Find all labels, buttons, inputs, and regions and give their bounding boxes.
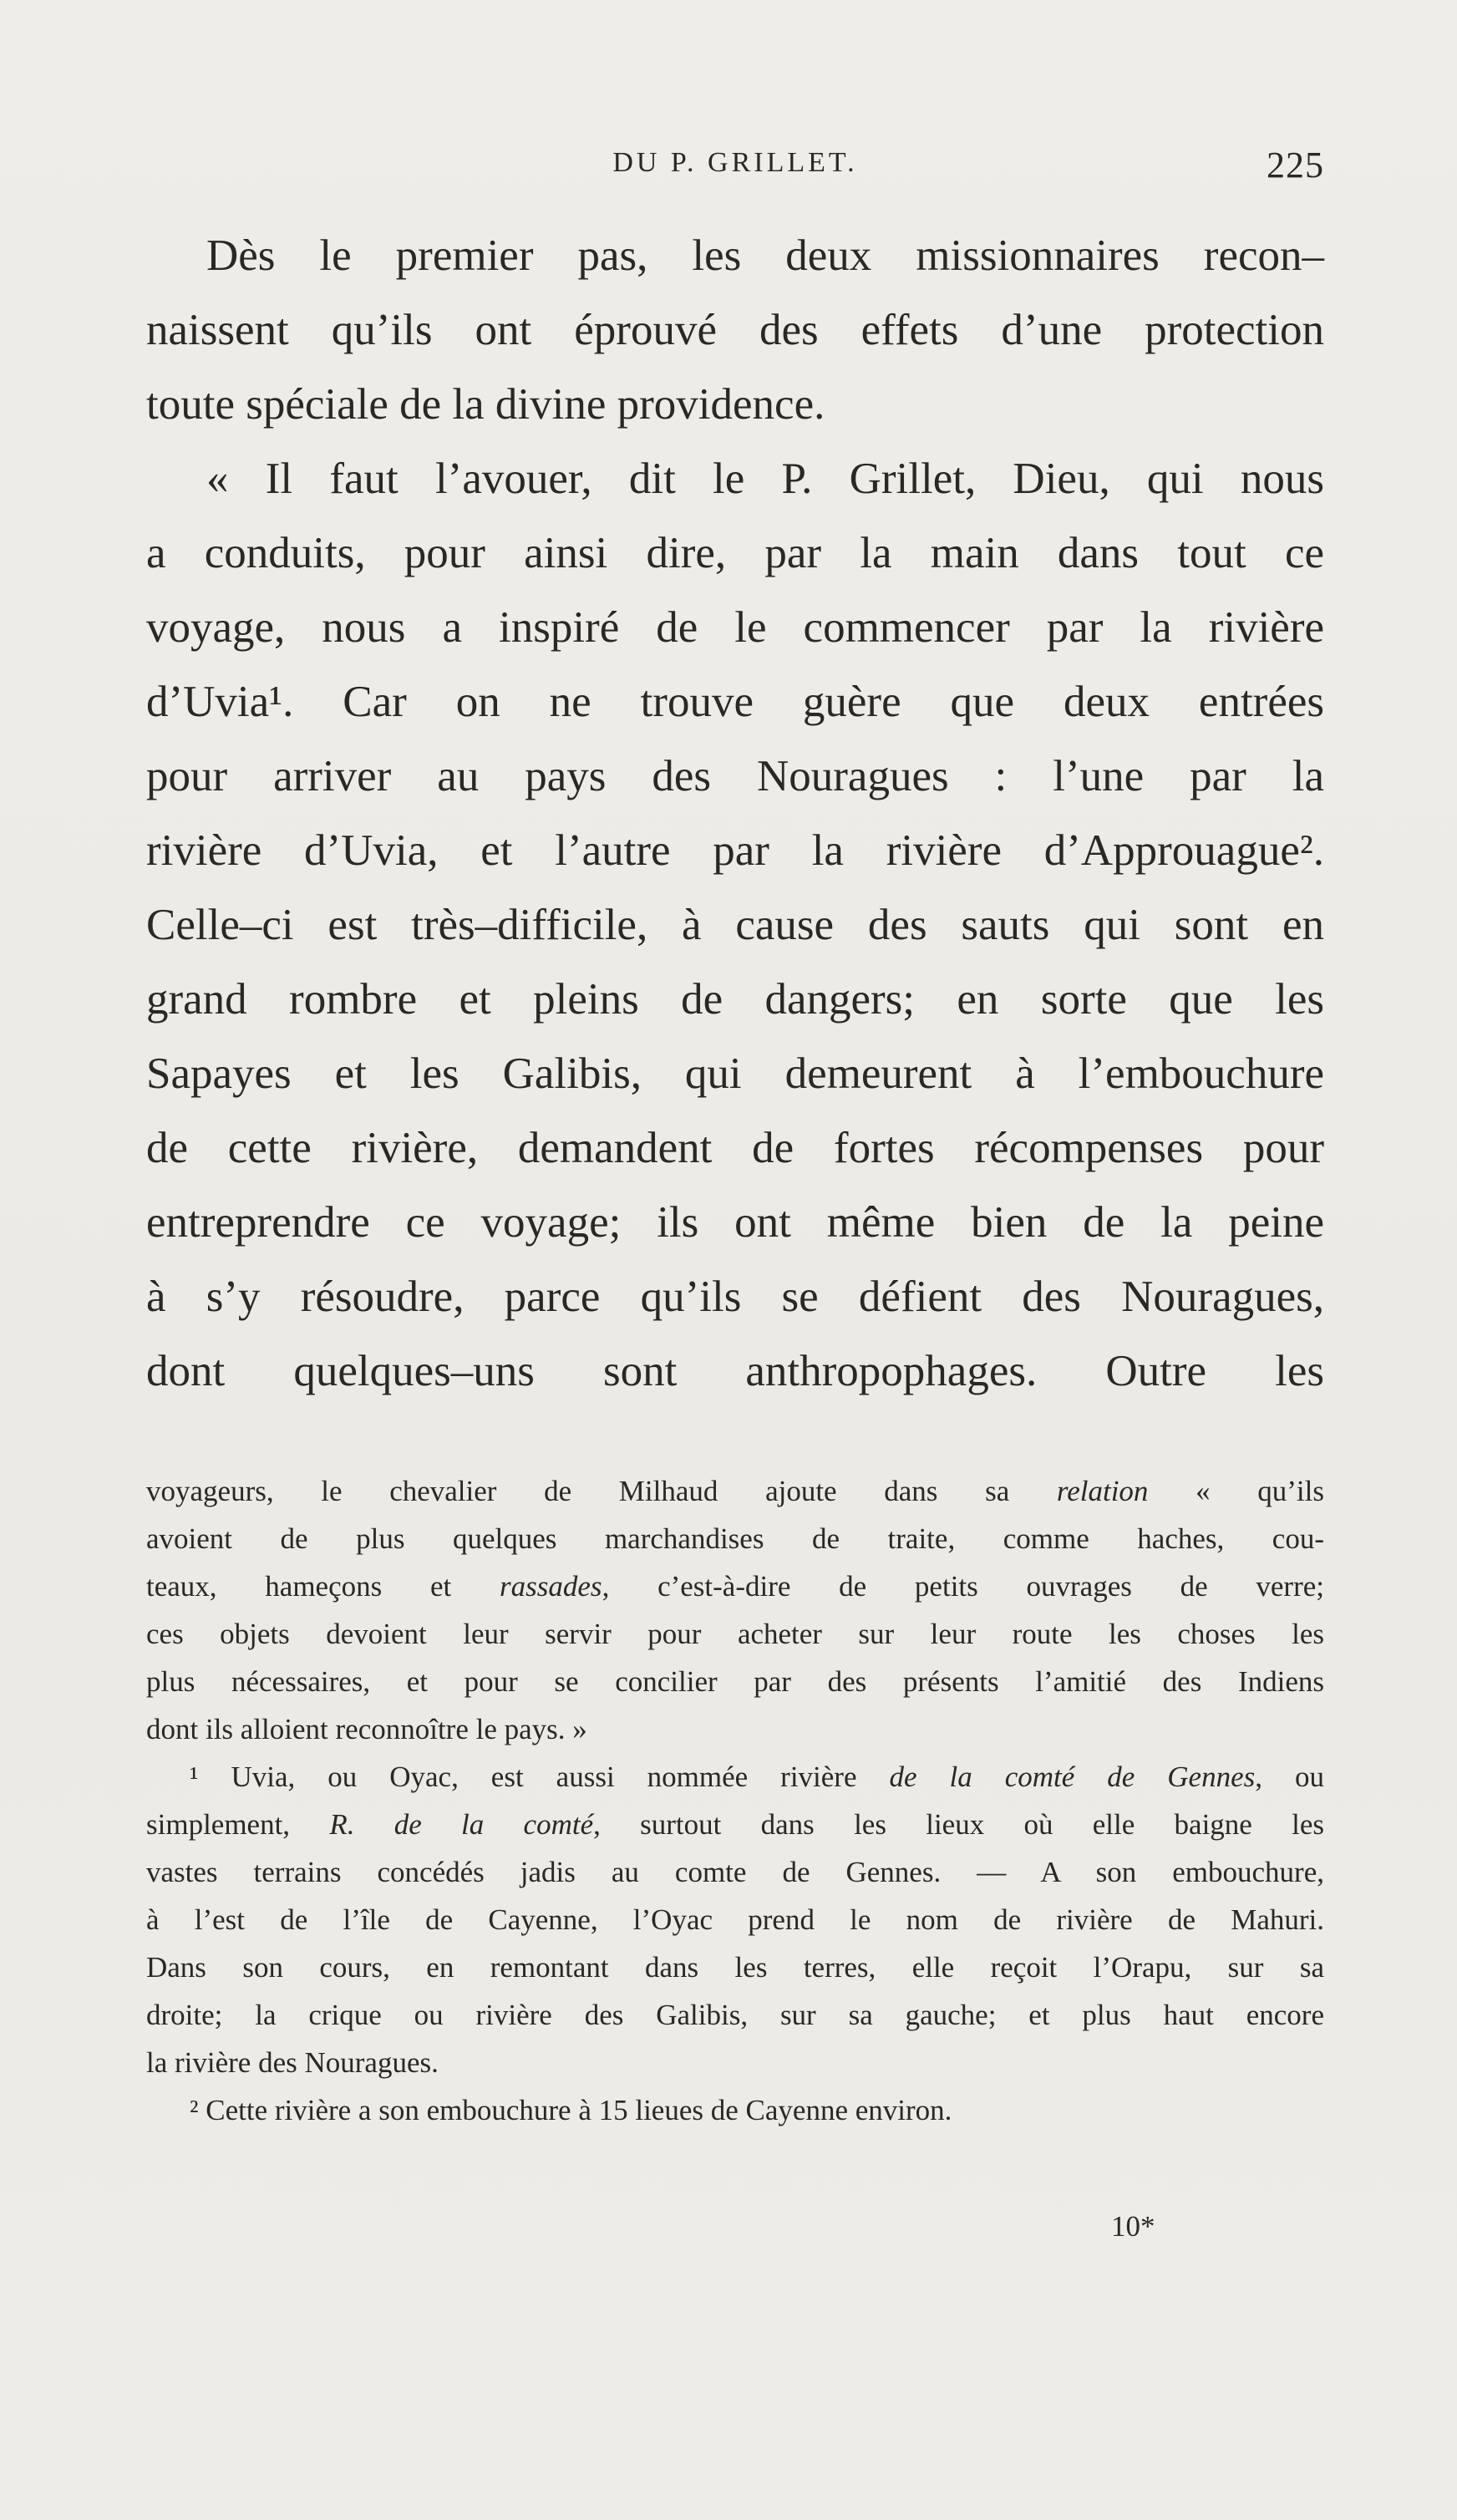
- main-text: [146, 219, 1324, 1409]
- body-line: entreprendre ce voyage; ils ont même bien de la peine: [146, 1198, 1324, 1247]
- italic-term: R. de la comté: [329, 1808, 594, 1841]
- footnote-1-line: simplement, R. de la comté, surtout dans les lieux où elle baigne les: [146, 1808, 1324, 1841]
- italic-term: relation: [1056, 1475, 1149, 1507]
- body-line: d’Uvia¹. Car on ne trouve guère que deux entrées: [146, 678, 1324, 726]
- footnote-line: voyageurs, le chevalier de Milhaud ajoute dans sa relation « qu’ils: [146, 1475, 1325, 1507]
- footnote-1-line: Dans son cours, en remontant dans les terres, elle reçoit l’Orapu, sur sa: [146, 1951, 1324, 1984]
- footnote-2-line: ² Cette rivière a son embouchure à 15 lieues de Cayenne environ.: [190, 2094, 952, 2126]
- footnotes: [146, 1467, 1324, 2134]
- body-line: Dès le premier pas, les deux missionnaires recon–: [206, 231, 1324, 280]
- body-line: toute spéciale de la divine providence.: [146, 380, 825, 429]
- body-line: a conduits, pour ainsi dire, par la main dans tout ce: [146, 529, 1324, 577]
- footnote-line: dont ils alloient reconnoître le pays. »: [146, 1713, 587, 1745]
- body-line: Sapayes et les Galibis, qui demeurent à l’embouchure: [146, 1049, 1324, 1098]
- footnote-1-line: vastes terrains concédés jadis au comte de Gennes. — A son embouchure,: [146, 1856, 1324, 1888]
- body-line: à s’y résoudre, parce qu’ils se défient des Nouragues,: [146, 1273, 1324, 1321]
- footnote-1-line: ¹ Uvia, ou Oyac, est aussi nommée rivière de la comté de Gennes, ou: [190, 1760, 1324, 1793]
- footnote-1-line: droite; la crique ou rivière des Galibis, sur sa gauche; et plus haut encore: [146, 1999, 1324, 2031]
- body-line: de cette rivière, demandent de fortes récompenses pour: [146, 1124, 1324, 1172]
- body-line: grand rombre et pleins de dangers; en sorte que les: [146, 975, 1324, 1024]
- body-line: rivière d’Uvia, et l’autre par la rivière d’Approuague².: [146, 826, 1324, 875]
- footnote-line: ces objets devoient leur servir pour acheter sur leur route les choses les: [146, 1618, 1324, 1650]
- body-line: Celle–ci est très–difficile, à cause des sauts qui sont en: [146, 901, 1324, 949]
- body-line: naissent qu’ils ont éprouvé des effets d’une protection: [146, 306, 1324, 354]
- running-title: DU P. GRILLET.: [612, 147, 858, 178]
- signature-mark: 10*: [1111, 2210, 1155, 2243]
- italic-term: rassades: [500, 1570, 602, 1603]
- italic-term: de la comté de Gennes: [889, 1760, 1256, 1793]
- body-line: dont quelques–uns sont anthropophages. Outre les: [146, 1347, 1324, 1395]
- body-line: pour arriver au pays des Nouragues : l’une par la: [146, 752, 1324, 800]
- footnote-1-line: à l’est de l’île de Cayenne, l’Oyac prend le nom de rivière de Mahuri.: [146, 1903, 1324, 1936]
- body-line: « Il faut l’avouer, dit le P. Grillet, Dieu, qui nous: [206, 455, 1324, 503]
- body-line: voyage, nous a inspiré de le commencer par la rivière: [146, 603, 1324, 652]
- running-header: [146, 144, 1324, 194]
- footnote-line: avoient de plus quelques marchandises de traite, comme haches, cou-: [146, 1522, 1324, 1555]
- footnote-1-line: la rivière des Nouragues.: [146, 2046, 439, 2079]
- footnote-line: plus nécessaires, et pour se concilier par des présents l’amitié des Indiens: [146, 1665, 1324, 1698]
- footnote-line: teaux, hameçons et rassades, c’est-à-dire de petits ouvrages de verre;: [146, 1570, 1324, 1603]
- page-number: 225: [1267, 145, 1324, 185]
